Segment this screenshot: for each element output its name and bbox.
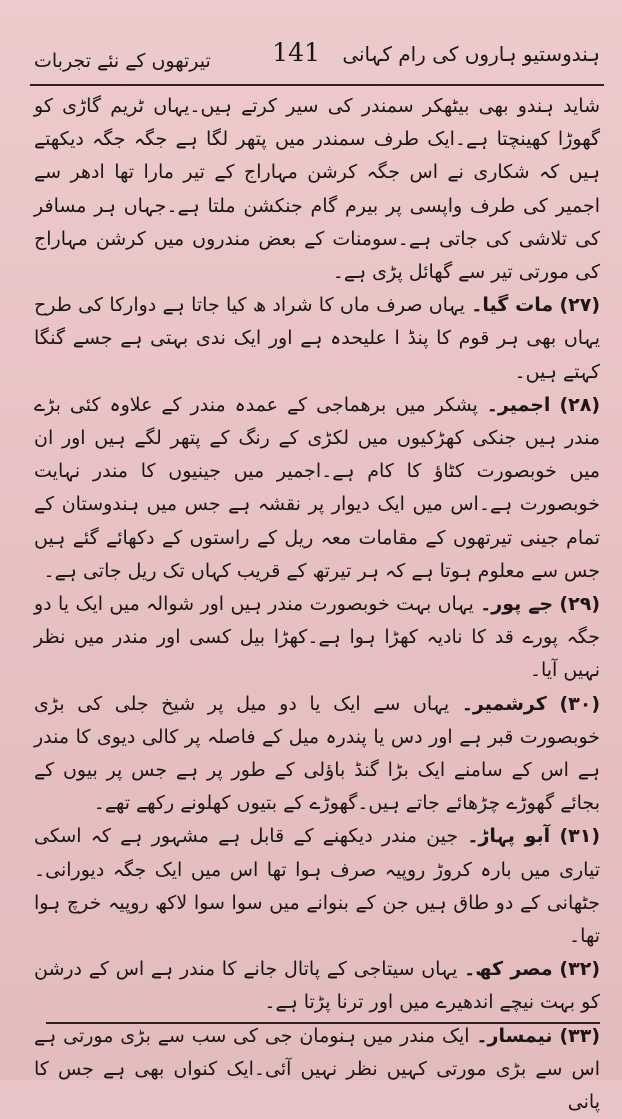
running-title: ہندوستیو ہاروں کی رام کہانی	[342, 42, 600, 66]
paragraph: (۳۰) کرشمیر۔ یہاں سے ایک یا دو میل پر شیخ جلی کی بڑی خوبصورت قبر ہے اور دس یا پندرہ میل کے فاصلہ پر کالی دیوی کا مندر ہے اس کے سامنے ایک بڑا گنڈ باؤلی کے طور پر ہے جس پر بیوں کے بجائے گھوڑے چڑھائے جاتے ہیں۔گھوڑے کے بتیوں کھلونے رکھے تھے۔	[34, 692, 601, 815]
section-term: آبو پہاڑ۔	[467, 825, 551, 848]
paragraph: (۳۲) مصر کھ۔ یہاں سیتاجی کے پاتال جانے کا مندر ہے اس کے درشن کو بہت نیچے اندھیرے میں اور ترنا پڑتا ہے۔	[34, 958, 600, 1014]
paragraph: (۳۱) آبو پہاڑ۔ جین مندر دیکھنے کے قابل ہے مشہور ہے کہ اسکی تیاری میں بارہ کروڑ روپیہ صرف ہوا تھا اس میں ایک جگہ دیورانی۔جٹھانی کے دو طاق ہیں جن کے بنوانے میں سوا سوا لاکھ روپیہ خرچ ہوا تھا۔	[34, 825, 601, 948]
section-number: (۳۰)	[559, 692, 601, 715]
paragraph: شاید ہندو بھی بیٹھکر سمندر کی سیر کرتے ہیں۔یہاں ٹریم گاڑی کو گھوڑا کھینچتا ہے۔ایک طرف سمندر میں پتھر لگا ہے جگہ جگہ دیکھتے ہیں کہ شکاری نے اس جگہ کرشن مہاراج کے تیر مارا تھا ادھر سے اجمیر کی طرف واپسی پر بیرم گام جنکشن ملتا ہے۔جہاں ہر مسافر کی تلاشی کی جاتی ہے۔سومنات کے بعض مندروں میں کرشن مہاراج کی مورتی تیر سے گھائل پڑی ہے۔	[34, 95, 600, 284]
section-term: مصر کھ۔	[464, 958, 553, 981]
section-term: مات گیا۔	[471, 294, 554, 317]
section-number: (۲۷)	[559, 294, 601, 317]
page-number: 141	[272, 38, 320, 67]
paragraph: (۳۳) نیمسار۔ ایک مندر میں ہنومان جی کی سب سے بڑی مورتی ہے اس سے بڑی مورتی کہیں نظر نہیں آئی۔ایک کنواں بھی ہے جس کا پانی	[34, 1024, 601, 1114]
paragraph: (۲۷) مات گیا۔ یہاں صرف ماں کا شراد ھ کیا جاتا ہے دوارکا کی طرح یہاں بھی ہر قوم کا پنڈ ا علیحدہ ہے اور ایک ندی بہتی ہے جسے گنگا کہتے ہیں۔	[34, 294, 601, 383]
section-number: (۳۳)	[559, 1024, 601, 1047]
section-number: (۳۱)	[559, 825, 601, 848]
paragraph: (۲۸) اجمیر۔ پشکر میں برھماجی کے عمدہ مندر کے علاوہ کئی بڑے مندر ہیں جنکی کھڑکیوں میں لکڑی کے رنگ کے پتھر لگے ہیں اور ان میں خوبصورت کٹاؤ کا کام ہے۔اجمیر میں جینیوں کا مندر نہایت خوبصورت ہے۔اس میں ایک دیوار پر نقشہ ہے جس میں ہندوستان کے تمام جینی تیرتھوں کے مقامات معہ ریل کے راستوں کے دکھائے گئے ہیں جس سے معلوم ہوتا ہے کہ ہر تیرتھ کے قریب کہاں تک ریل جاتی ہے۔	[34, 393, 601, 582]
header-rule	[30, 84, 604, 86]
section-number: (۳۲)	[559, 958, 600, 981]
paragraph: (۲۹) جے پور۔ یہاں بہت خوبصورت مندر ہیں اور شوالہ میں ایک یا دو جگہ پورے قد کا نادیہ کھڑا ہوا ہے۔کھڑا بیل کسی اور مندر میں نظر نہیں آیا۔	[34, 593, 600, 682]
section-term: نیمسار۔	[476, 1024, 553, 1047]
section-term: کرشمیر۔	[461, 692, 547, 715]
section-number: (۲۸)	[559, 393, 601, 416]
page-header	[34, 32, 600, 84]
section-term: جے پور۔	[480, 593, 554, 616]
section-number: (۲۹)	[559, 593, 600, 616]
footer-rule	[46, 1022, 600, 1024]
section-term: اجمیر۔	[486, 393, 551, 416]
chapter-title: تیرتھوں کے نئے تجربات	[34, 50, 211, 72]
page-body	[34, 90, 601, 1114]
